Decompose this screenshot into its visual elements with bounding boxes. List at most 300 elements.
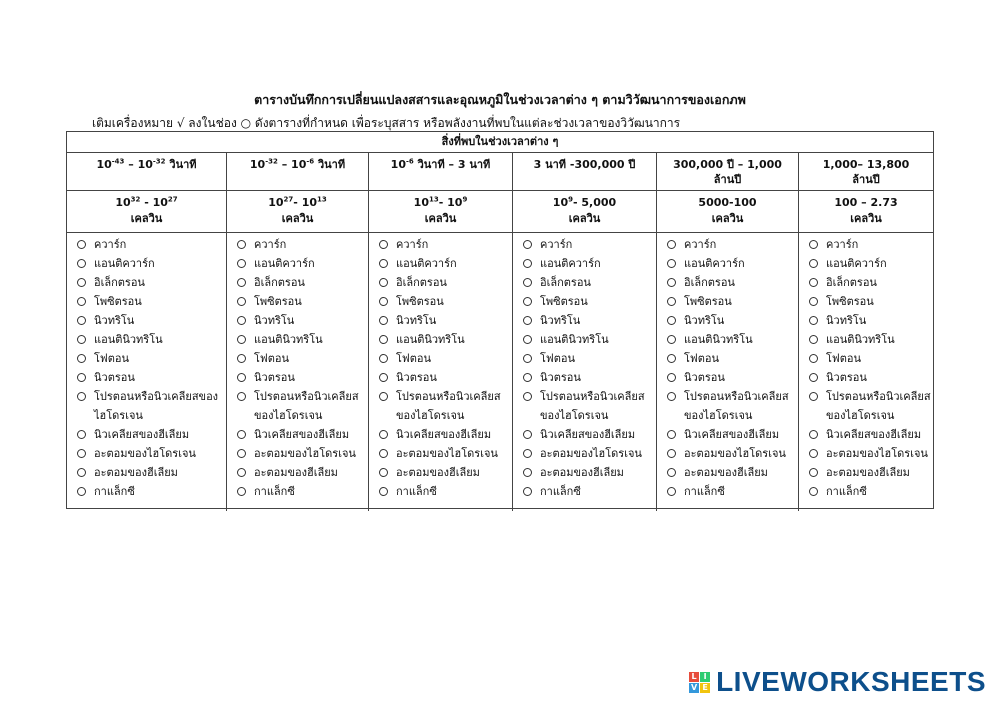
option-label: อิเล็กตรอน — [684, 276, 735, 289]
option-checkbox[interactable] — [523, 259, 532, 268]
option-item — [513, 444, 656, 463]
option-checkbox[interactable] — [523, 392, 532, 401]
option-checkbox[interactable] — [667, 373, 676, 382]
option-label: อะตอมของฮีเลียม — [540, 466, 624, 479]
option-checkbox[interactable] — [809, 487, 818, 496]
option-checkbox[interactable] — [237, 354, 246, 363]
option-checkbox[interactable] — [237, 392, 246, 401]
option-label: แอนตินิวทริโน — [94, 333, 163, 346]
option-checkbox[interactable] — [523, 278, 532, 287]
option-label: นิวเคลียสของฮีเลียม — [94, 428, 190, 441]
option-checkbox[interactable] — [523, 335, 532, 344]
option-checkbox[interactable] — [237, 297, 246, 306]
option-label: อะตอมของฮีเลียม — [684, 466, 768, 479]
time-exponent: -6 — [405, 157, 414, 166]
option-label: ควาร์ก — [254, 238, 287, 251]
option-checkbox[interactable] — [523, 430, 532, 439]
logo-square: E — [700, 683, 710, 693]
option-label: ควาร์ก — [396, 238, 429, 251]
option-label: อะตอมของฮีเลียม — [396, 466, 480, 479]
option-label: แอนตินิวทริโน — [396, 333, 465, 346]
time-text: 10 — [249, 158, 266, 171]
option-item — [513, 349, 656, 368]
option-label: ควาร์ก — [94, 238, 127, 251]
option-checkbox[interactable] — [379, 449, 388, 458]
option-label: โฟตอน — [396, 352, 431, 365]
time-period-row — [67, 153, 933, 191]
option-item — [799, 463, 933, 482]
time-period-cell — [657, 153, 799, 190]
time-text: 1,000– 13,800 — [822, 158, 910, 171]
time-exponent: -43 — [111, 157, 125, 166]
option-label: นิวตรอน — [254, 371, 295, 384]
option-checkbox[interactable] — [667, 278, 676, 287]
option-checkbox[interactable] — [809, 430, 818, 439]
time-unit: วินาที — [314, 158, 346, 171]
option-checkbox[interactable] — [77, 354, 86, 363]
logo-square: L — [689, 672, 699, 682]
option-checkbox[interactable] — [667, 392, 676, 401]
option-item — [799, 311, 933, 330]
option-item — [657, 444, 798, 463]
option-checkbox[interactable] — [809, 468, 818, 477]
option-checkbox[interactable] — [523, 373, 532, 382]
option-item — [67, 235, 226, 254]
temperature-row — [67, 191, 933, 233]
option-checkbox[interactable] — [809, 354, 818, 363]
time-text: วินาที – 3 นาที — [413, 158, 491, 171]
option-item — [227, 482, 368, 501]
option-item — [799, 444, 933, 463]
option-column — [67, 233, 227, 511]
time-period-cell — [67, 153, 227, 190]
option-checkbox[interactable] — [77, 373, 86, 382]
option-item — [227, 254, 368, 273]
option-label: นิวทริโน — [540, 314, 581, 327]
option-checkbox[interactable] — [77, 278, 86, 287]
option-checkbox[interactable] — [809, 297, 818, 306]
option-item — [657, 349, 798, 368]
temperature-unit: เคลวิน — [568, 212, 601, 225]
temperature-range — [657, 195, 798, 211]
option-label: อะตอมของไฮโดรเจน — [826, 447, 928, 460]
option-label: โฟตอน — [826, 352, 861, 365]
table-header: สิ่งที่พบในช่วงเวลาต่าง ๆ — [67, 132, 933, 153]
option-item — [369, 444, 512, 463]
option-label: อะตอมของไฮโดรเจน — [540, 447, 642, 460]
option-checkbox[interactable] — [667, 335, 676, 344]
option-checkbox[interactable] — [809, 392, 818, 401]
option-item — [369, 349, 512, 368]
logo-square: V — [690, 682, 698, 692]
option-item — [67, 254, 226, 273]
option-checkbox[interactable] — [809, 278, 818, 287]
option-label: แอนตินิวทริโน — [254, 333, 323, 346]
temperature-range — [513, 195, 656, 211]
option-checkbox[interactable] — [237, 278, 246, 287]
option-label: โพซิตรอน — [826, 295, 874, 308]
option-checkbox[interactable] — [379, 487, 388, 496]
option-checkbox[interactable] — [523, 354, 532, 363]
option-item — [657, 425, 798, 444]
option-checkbox[interactable] — [523, 240, 532, 249]
option-item — [799, 292, 933, 311]
option-label: แอนตินิวทริโน — [540, 333, 609, 346]
option-item — [227, 425, 368, 444]
option-item — [513, 482, 656, 501]
option-label: โปรตอนหรือนิวเคลียสของไฮโดรเจน — [826, 390, 931, 422]
option-item — [513, 292, 656, 311]
option-item — [799, 254, 933, 273]
time-period-line — [369, 157, 512, 172]
option-label: กาแล็กซี — [254, 485, 295, 498]
option-label: นิวทริโน — [254, 314, 295, 327]
temperature-cell — [369, 191, 513, 232]
temperature-unit: เคลวิน — [281, 212, 314, 225]
option-checkbox[interactable] — [667, 297, 676, 306]
option-item — [799, 235, 933, 254]
option-item — [67, 349, 226, 368]
option-item — [369, 273, 512, 292]
option-item — [369, 482, 512, 501]
temperature-text: 100 – 2.73 — [834, 196, 898, 209]
time-text: – 10 — [277, 158, 307, 171]
option-column — [513, 233, 657, 511]
option-checkbox[interactable] — [809, 240, 818, 249]
option-item — [227, 311, 368, 330]
option-item — [369, 311, 512, 330]
temperature-text: 10 — [552, 196, 569, 209]
time-period-line — [227, 157, 368, 172]
option-item — [513, 425, 656, 444]
option-label: แอนตินิวทริโน — [684, 333, 753, 346]
option-label: แอนติควาร์ก — [94, 257, 155, 270]
option-checkbox[interactable] — [237, 240, 246, 249]
option-checkbox[interactable] — [237, 430, 246, 439]
logo-square: I — [700, 672, 710, 682]
option-label: โปรตอนหรือนิวเคลียสของไฮโดรเจน — [94, 390, 219, 422]
option-label: อะตอมของฮีเลียม — [94, 466, 178, 479]
temperature-range — [67, 195, 226, 211]
temperature-text: 10 — [115, 196, 131, 209]
option-column — [657, 233, 799, 511]
option-checkbox[interactable] — [523, 449, 532, 458]
option-item — [513, 254, 656, 273]
option-checkbox[interactable] — [809, 316, 818, 325]
option-label: โฟตอน — [540, 352, 575, 365]
option-checkbox[interactable] — [379, 259, 388, 268]
option-item — [799, 349, 933, 368]
option-checkbox[interactable] — [809, 373, 818, 382]
option-item — [657, 235, 798, 254]
option-item — [799, 425, 933, 444]
temperature-cell — [513, 191, 657, 232]
temperature-text: - 10 — [293, 196, 317, 209]
option-checkbox[interactable] — [237, 316, 246, 325]
option-checkbox[interactable] — [809, 335, 818, 344]
option-label: แอนตินิวทริโน — [826, 333, 895, 346]
option-checkbox[interactable] — [379, 430, 388, 439]
option-label: กาแล็กซี — [540, 485, 581, 498]
option-label: แอนติควาร์ก — [540, 257, 601, 270]
option-label: นิวทริโน — [684, 314, 725, 327]
temperature-unit: เคลวิน — [711, 212, 744, 225]
option-label: ควาร์ก — [826, 238, 859, 251]
temperature-exponent: 13 — [428, 195, 439, 204]
option-item — [799, 368, 933, 387]
option-item — [513, 273, 656, 292]
option-item — [227, 273, 368, 292]
option-checkbox[interactable] — [379, 278, 388, 287]
time-period-cell — [513, 153, 657, 190]
option-item — [369, 368, 512, 387]
option-item — [369, 463, 512, 482]
option-checkbox[interactable] — [667, 449, 676, 458]
option-label: นิวตรอน — [540, 371, 581, 384]
option-item — [513, 311, 656, 330]
option-checkbox[interactable] — [77, 297, 86, 306]
option-checkbox[interactable] — [667, 259, 676, 268]
option-checkbox[interactable] — [809, 449, 818, 458]
option-column — [799, 233, 933, 511]
option-item — [67, 425, 226, 444]
option-checkbox[interactable] — [77, 240, 86, 249]
brand-name: LIVEWORKSHEETS — [716, 666, 986, 697]
option-checkbox[interactable] — [379, 335, 388, 344]
option-item — [369, 330, 512, 349]
option-item — [369, 235, 512, 254]
option-checkbox[interactable] — [667, 240, 676, 249]
option-item — [227, 368, 368, 387]
option-checkbox[interactable] — [667, 354, 676, 363]
time-unit-line: ล้านปี — [713, 173, 742, 186]
option-item — [227, 387, 368, 425]
option-label: แอนติควาร์ก — [396, 257, 457, 270]
option-item — [227, 349, 368, 368]
option-checkbox[interactable] — [77, 430, 86, 439]
option-item — [657, 387, 798, 425]
temperature-unit: เคลวิน — [424, 212, 457, 225]
option-checkbox[interactable] — [77, 449, 86, 458]
time-period-line — [513, 157, 656, 172]
liveworksheets-logo — [689, 664, 986, 700]
option-item — [657, 330, 798, 349]
temperature-exponent: 9 — [568, 195, 573, 204]
option-label: อะตอมของไฮโดรเจน — [254, 447, 356, 460]
option-item — [657, 273, 798, 292]
option-item — [67, 330, 226, 349]
option-item — [67, 444, 226, 463]
logo-icon — [689, 672, 710, 693]
option-checkbox[interactable] — [379, 297, 388, 306]
option-item — [67, 387, 226, 425]
option-label: อะตอมของฮีเลียม — [826, 466, 910, 479]
option-item — [799, 387, 933, 425]
option-checkbox[interactable] — [667, 316, 676, 325]
option-item — [513, 330, 656, 349]
option-item — [799, 273, 933, 292]
option-label: โปรตอนหรือนิวเคลียสของไฮโดรเจน — [254, 390, 359, 422]
temperature-range — [227, 195, 368, 211]
option-item — [67, 292, 226, 311]
option-label: อะตอมของฮีเลียม — [254, 466, 338, 479]
option-label: อิเล็กตรอน — [94, 276, 145, 289]
time-period-line — [67, 157, 226, 172]
option-label: นิวทริโน — [826, 314, 867, 327]
option-item — [369, 254, 512, 273]
option-label: นิวเคลียสของฮีเลียม — [826, 428, 922, 441]
option-item — [657, 254, 798, 273]
option-checkbox[interactable] — [237, 335, 246, 344]
option-checkbox[interactable] — [809, 259, 818, 268]
option-label: อิเล็กตรอน — [540, 276, 591, 289]
option-label: แอนติควาร์ก — [684, 257, 745, 270]
option-label: กาแล็กซี — [826, 485, 867, 498]
option-item — [513, 463, 656, 482]
option-checkbox[interactable] — [77, 316, 86, 325]
option-label: ควาร์ก — [684, 238, 717, 251]
option-item — [67, 368, 226, 387]
option-checkbox[interactable] — [523, 297, 532, 306]
option-label: อิเล็กตรอน — [396, 276, 447, 289]
option-label: นิวตรอน — [396, 371, 437, 384]
option-item — [513, 235, 656, 254]
temperature-text: 10 — [413, 196, 429, 209]
option-checkbox[interactable] — [523, 468, 532, 477]
option-label: อะตอมของไฮโดรเจน — [94, 447, 196, 460]
option-label: โฟตอน — [254, 352, 289, 365]
time-period-cell — [799, 153, 933, 190]
temperature-cell — [657, 191, 799, 232]
option-label: นิวทริโน — [94, 314, 135, 327]
option-checkbox[interactable] — [667, 468, 676, 477]
option-item — [657, 463, 798, 482]
option-item — [227, 463, 368, 482]
temperature-text: 5000-100 — [698, 196, 757, 209]
option-label: นิวเคลียสของฮีเลียม — [684, 428, 780, 441]
option-item — [67, 482, 226, 501]
option-checkbox[interactable] — [77, 259, 86, 268]
time-exponent: -32 — [152, 157, 166, 166]
temperature-range — [799, 195, 933, 211]
time-text: 300,000 ปี – 1,000 — [673, 158, 782, 171]
option-label: นิวตรอน — [94, 371, 135, 384]
option-checkbox[interactable] — [667, 487, 676, 496]
option-checkbox[interactable] — [523, 316, 532, 325]
option-checkbox[interactable] — [379, 316, 388, 325]
time-period-line — [799, 157, 933, 172]
option-item — [799, 482, 933, 501]
temperature-cell — [799, 191, 933, 232]
option-label: อะตอมของไฮโดรเจน — [396, 447, 498, 460]
time-exponent: -6 — [306, 157, 315, 166]
record-table — [66, 131, 934, 509]
temperature-text: - 10 — [438, 196, 463, 209]
option-item — [227, 292, 368, 311]
temperature-exponent: 9 — [462, 195, 468, 204]
time-exponent: -32 — [265, 157, 278, 166]
option-label: โพซิตรอน — [254, 295, 302, 308]
option-item — [513, 368, 656, 387]
option-label: นิวทริโน — [396, 314, 437, 327]
option-checkbox[interactable] — [77, 468, 86, 477]
instruction-text: เติมเครื่องหมาย √ ลงในช่อง ○ ดังตารางที่กำหนด เพื่อระบุสสาร หรือพลังงานที่พบในแต่ละช่วงเวลาของวิวัฒนาการ — [92, 116, 681, 130]
temperature-exponent: 27 — [283, 195, 294, 204]
option-checkbox[interactable] — [77, 392, 86, 401]
option-label: กาแล็กซี — [396, 485, 437, 498]
option-checkbox[interactable] — [379, 373, 388, 382]
time-unit: วินาที — [165, 158, 197, 171]
option-label: นิวเคลียสของฮีเลียม — [254, 428, 350, 441]
option-checkbox[interactable] — [237, 449, 246, 458]
temperature-range — [369, 195, 512, 211]
time-unit-line: ล้านปี — [852, 173, 880, 186]
option-checkbox[interactable] — [77, 487, 86, 496]
option-item — [657, 292, 798, 311]
temperature-exponent: 32 — [130, 195, 141, 204]
option-label: โพซิตรอน — [94, 295, 142, 308]
option-item — [227, 444, 368, 463]
option-label: กาแล็กซี — [684, 485, 725, 498]
option-label: โปรตอนหรือนิวเคลียสของไฮโดรเจน — [684, 390, 789, 422]
option-label: แอนติควาร์ก — [826, 257, 887, 270]
temperature-unit: เคลวิน — [130, 212, 163, 225]
option-label: โพซิตรอน — [540, 295, 588, 308]
option-label: โพซิตรอน — [396, 295, 444, 308]
option-item — [657, 311, 798, 330]
option-item — [67, 463, 226, 482]
option-label: โปรตอนหรือนิวเคลียสของไฮโดรเจน — [396, 390, 501, 422]
option-label: นิวเคลียสของฮีเลียม — [540, 428, 636, 441]
option-checkbox[interactable] — [667, 430, 676, 439]
option-item — [657, 368, 798, 387]
option-item — [369, 387, 512, 425]
temperature-exponent: 13 — [317, 195, 327, 204]
option-checkbox[interactable] — [379, 468, 388, 477]
option-column — [227, 233, 369, 511]
option-checkbox[interactable] — [237, 259, 246, 268]
temperature-text: - 10 — [140, 196, 168, 209]
option-item — [67, 311, 226, 330]
option-label: อิเล็กตรอน — [254, 276, 305, 289]
time-period-cell — [369, 153, 513, 190]
option-item — [67, 273, 226, 292]
option-checkbox[interactable] — [523, 487, 532, 496]
option-label: แอนติควาร์ก — [254, 257, 315, 270]
time-period-line — [657, 157, 798, 172]
temperature-cell — [227, 191, 369, 232]
temperature-unit: เคลวิน — [850, 212, 882, 225]
option-checkbox[interactable] — [379, 354, 388, 363]
option-checkbox[interactable] — [77, 335, 86, 344]
option-column — [369, 233, 513, 511]
option-item — [369, 292, 512, 311]
time-text: 10 — [96, 158, 112, 171]
option-label: โฟตอน — [684, 352, 719, 365]
page-title: ตารางบันทึกการเปลี่ยนแปลงสสารและอุณหภูมิในช่วงเวลาต่าง ๆ ตามวิวัฒนาการของเอกภพ — [254, 92, 746, 107]
option-item — [799, 330, 933, 349]
option-checkbox[interactable] — [237, 468, 246, 477]
option-checkbox[interactable] — [237, 487, 246, 496]
option-item — [227, 235, 368, 254]
option-label: อิเล็กตรอน — [826, 276, 877, 289]
option-checkbox[interactable] — [379, 240, 388, 249]
option-label: โปรตอนหรือนิวเคลียสของไฮโดรเจน — [540, 390, 645, 422]
option-checkbox[interactable] — [237, 373, 246, 382]
temperature-cell — [67, 191, 227, 232]
temperature-exponent: 27 — [167, 195, 178, 204]
option-checkbox[interactable] — [379, 392, 388, 401]
